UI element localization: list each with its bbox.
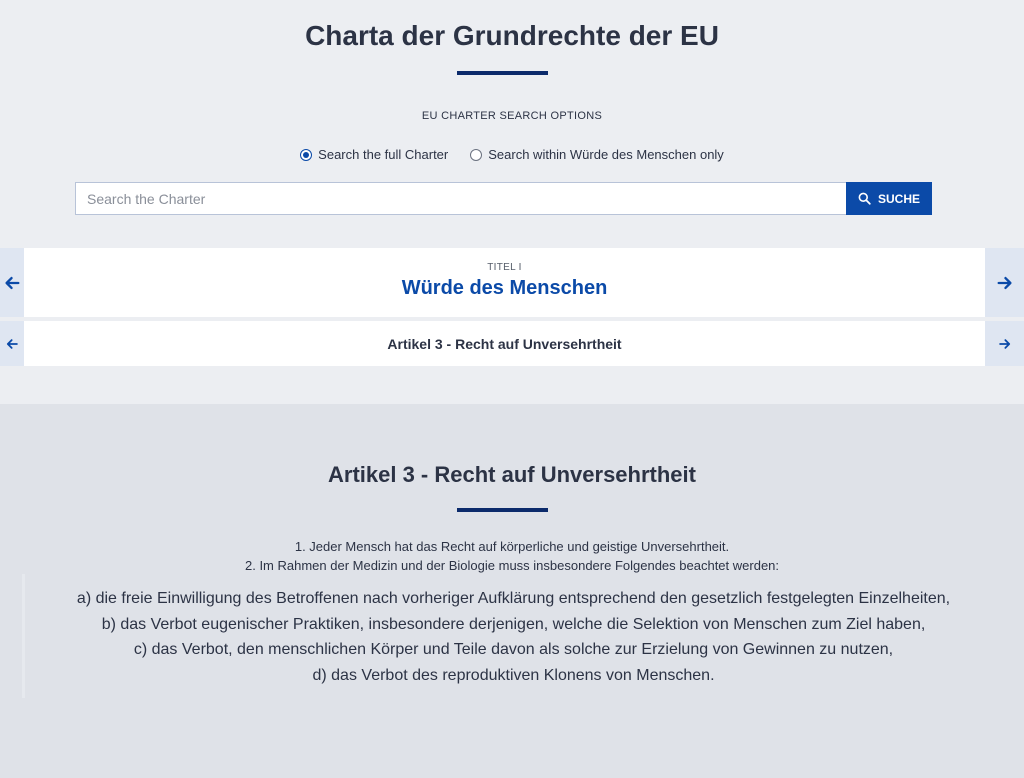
search-icon — [858, 192, 871, 205]
arrow-right-icon — [998, 337, 1012, 351]
radio-selected-indicator[interactable] — [300, 149, 312, 161]
radio-unselected-indicator[interactable] — [470, 149, 482, 161]
article-paragraph-2: 2. Im Rahmen der Medizin und der Biologie muss insbesondere Folgendes beachtet werden: — [244, 558, 780, 573]
current-title-panel — [24, 248, 985, 317]
previous-article-button[interactable] — [0, 321, 24, 366]
list-item: a) die freie Einwilligung des Betroffenen nach vorheriger Aufklärung entsprechend den gesetzlich festgelegten Einzelheiten, — [76, 590, 951, 607]
list-item: d) das Verbot des reproduktiven Klonens von Menschen. — [312, 666, 715, 684]
next-article-button[interactable] — [985, 321, 1024, 366]
article-heading: Artikel 3 - Recht auf Unversehrtheit — [328, 462, 696, 487]
article-divider — [457, 508, 548, 512]
next-title-button[interactable] — [985, 248, 1024, 317]
radio-search-full-charter[interactable] — [300, 147, 448, 162]
radio-search-within-title[interactable] — [470, 147, 724, 162]
arrow-left-icon — [3, 274, 21, 292]
page-title: Charta der Grundrechte der EU — [305, 20, 719, 51]
search-bar — [75, 182, 932, 215]
article-paragraph-1: 1. Jeder Mensch hat das Recht auf körperliche und geistige Unversehrtheit. — [294, 539, 730, 554]
arrow-left-icon — [5, 337, 19, 351]
arrow-right-icon — [996, 274, 1014, 292]
article-content-section — [0, 404, 1024, 778]
current-article-label[interactable]: Artikel 3 - Recht auf Unversehrtheit — [24, 321, 985, 366]
search-options-label: EU CHARTER SEARCH OPTIONS — [421, 110, 603, 122]
title-name[interactable]: Würde des Menschen — [401, 277, 608, 299]
search-button[interactable] — [846, 182, 932, 215]
list-item: b) das Verbot eugenischer Praktiken, insbesondere derjenigen, welche die Selektion von Menschen zum Ziel haben, — [101, 615, 926, 633]
title-divider — [457, 71, 548, 75]
article-navigation — [0, 321, 1024, 366]
article-item-list — [22, 574, 1002, 698]
radio-label-full-charter: Search the full Charter — [318, 147, 449, 162]
title-navigation — [0, 248, 1024, 317]
search-button-label: SUCHE — [877, 191, 920, 206]
search-input[interactable] — [75, 182, 846, 215]
search-scope-radio-group — [0, 147, 1024, 162]
previous-title-button[interactable] — [0, 248, 24, 317]
list-item: c) das Verbot, den menschlichen Körper und Teile davon als solche zur Erzielung von Gewinnen zu nutzen, — [133, 641, 894, 658]
article-paragraphs — [0, 537, 1024, 575]
title-number: TITEL I — [487, 262, 522, 273]
radio-label-within-title: Search within Würde des Menschen only — [488, 147, 724, 162]
